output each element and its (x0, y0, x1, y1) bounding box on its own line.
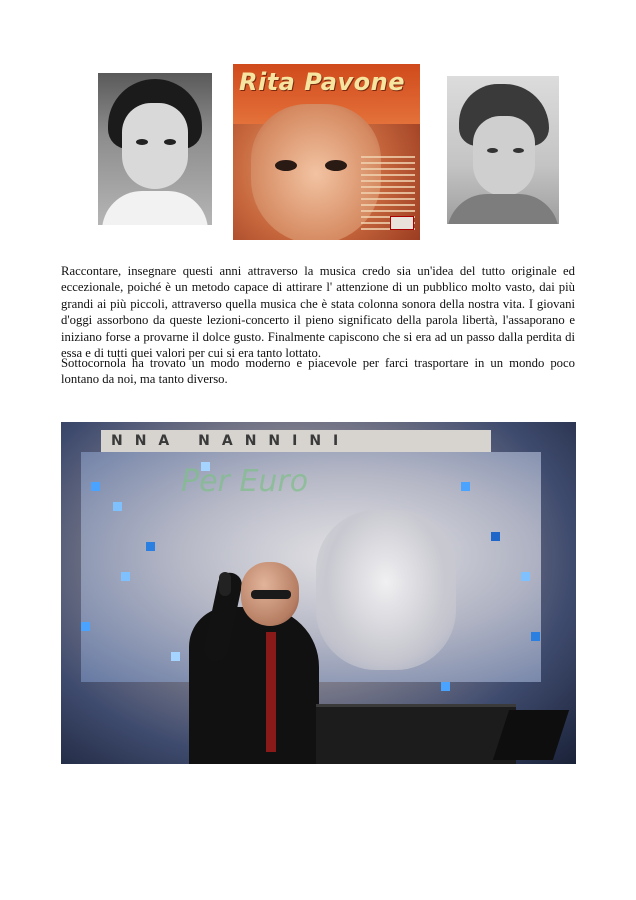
body-paragraph: Raccontare, insegnare questi anni attraverso la musica credo sia un'idea del tutto originale ed eccezionale, poiché è un metodo capace di attirare l' attenzione di un pubblico molto vasto, dai più grandi ai più piccoli, attraverso quella musica che è stata colonna sonora della nostra vita. I giovani d'oggi assorbono da queste lezioni-concerto il pieno significato della parola libertà, l'assaporano e iniziano forse a provarne il dolce gusto. Finalmente capiscono che si era ad un passo dalla perdita di essa e di tutti quei valori per cui si era tanto lottato. (61, 264, 575, 361)
album-cover-photo (233, 64, 420, 240)
eye-shape (275, 160, 297, 171)
face-shape (122, 103, 188, 189)
microphone-icon (219, 572, 231, 596)
album-title: Rita Pavone (239, 68, 405, 96)
concert-photo (61, 422, 576, 764)
portrait-photo-left (98, 73, 212, 225)
shoulder-shape (447, 194, 559, 224)
portrait-photo-right (447, 76, 559, 224)
label-logo (390, 216, 414, 230)
collar-shape (102, 191, 208, 225)
eye-shape (164, 139, 176, 145)
keyboard-instrument (316, 704, 516, 764)
projected-banner: NNA NANNINI (101, 430, 491, 452)
projected-scribble: Per Euro (181, 464, 309, 499)
eye-shape (513, 148, 524, 153)
face-shape (473, 116, 535, 196)
eye-shape (487, 148, 498, 153)
eye-shape (136, 139, 148, 145)
sunglasses-icon (251, 590, 291, 599)
eye-shape (325, 160, 347, 171)
body-paragraph: Sottocornola ha trovato un modo moderno e piacevole per farci trasportare in un mondo poco lontano da noi, ma tanto diverso. (61, 356, 575, 387)
performer-tie (266, 632, 276, 752)
